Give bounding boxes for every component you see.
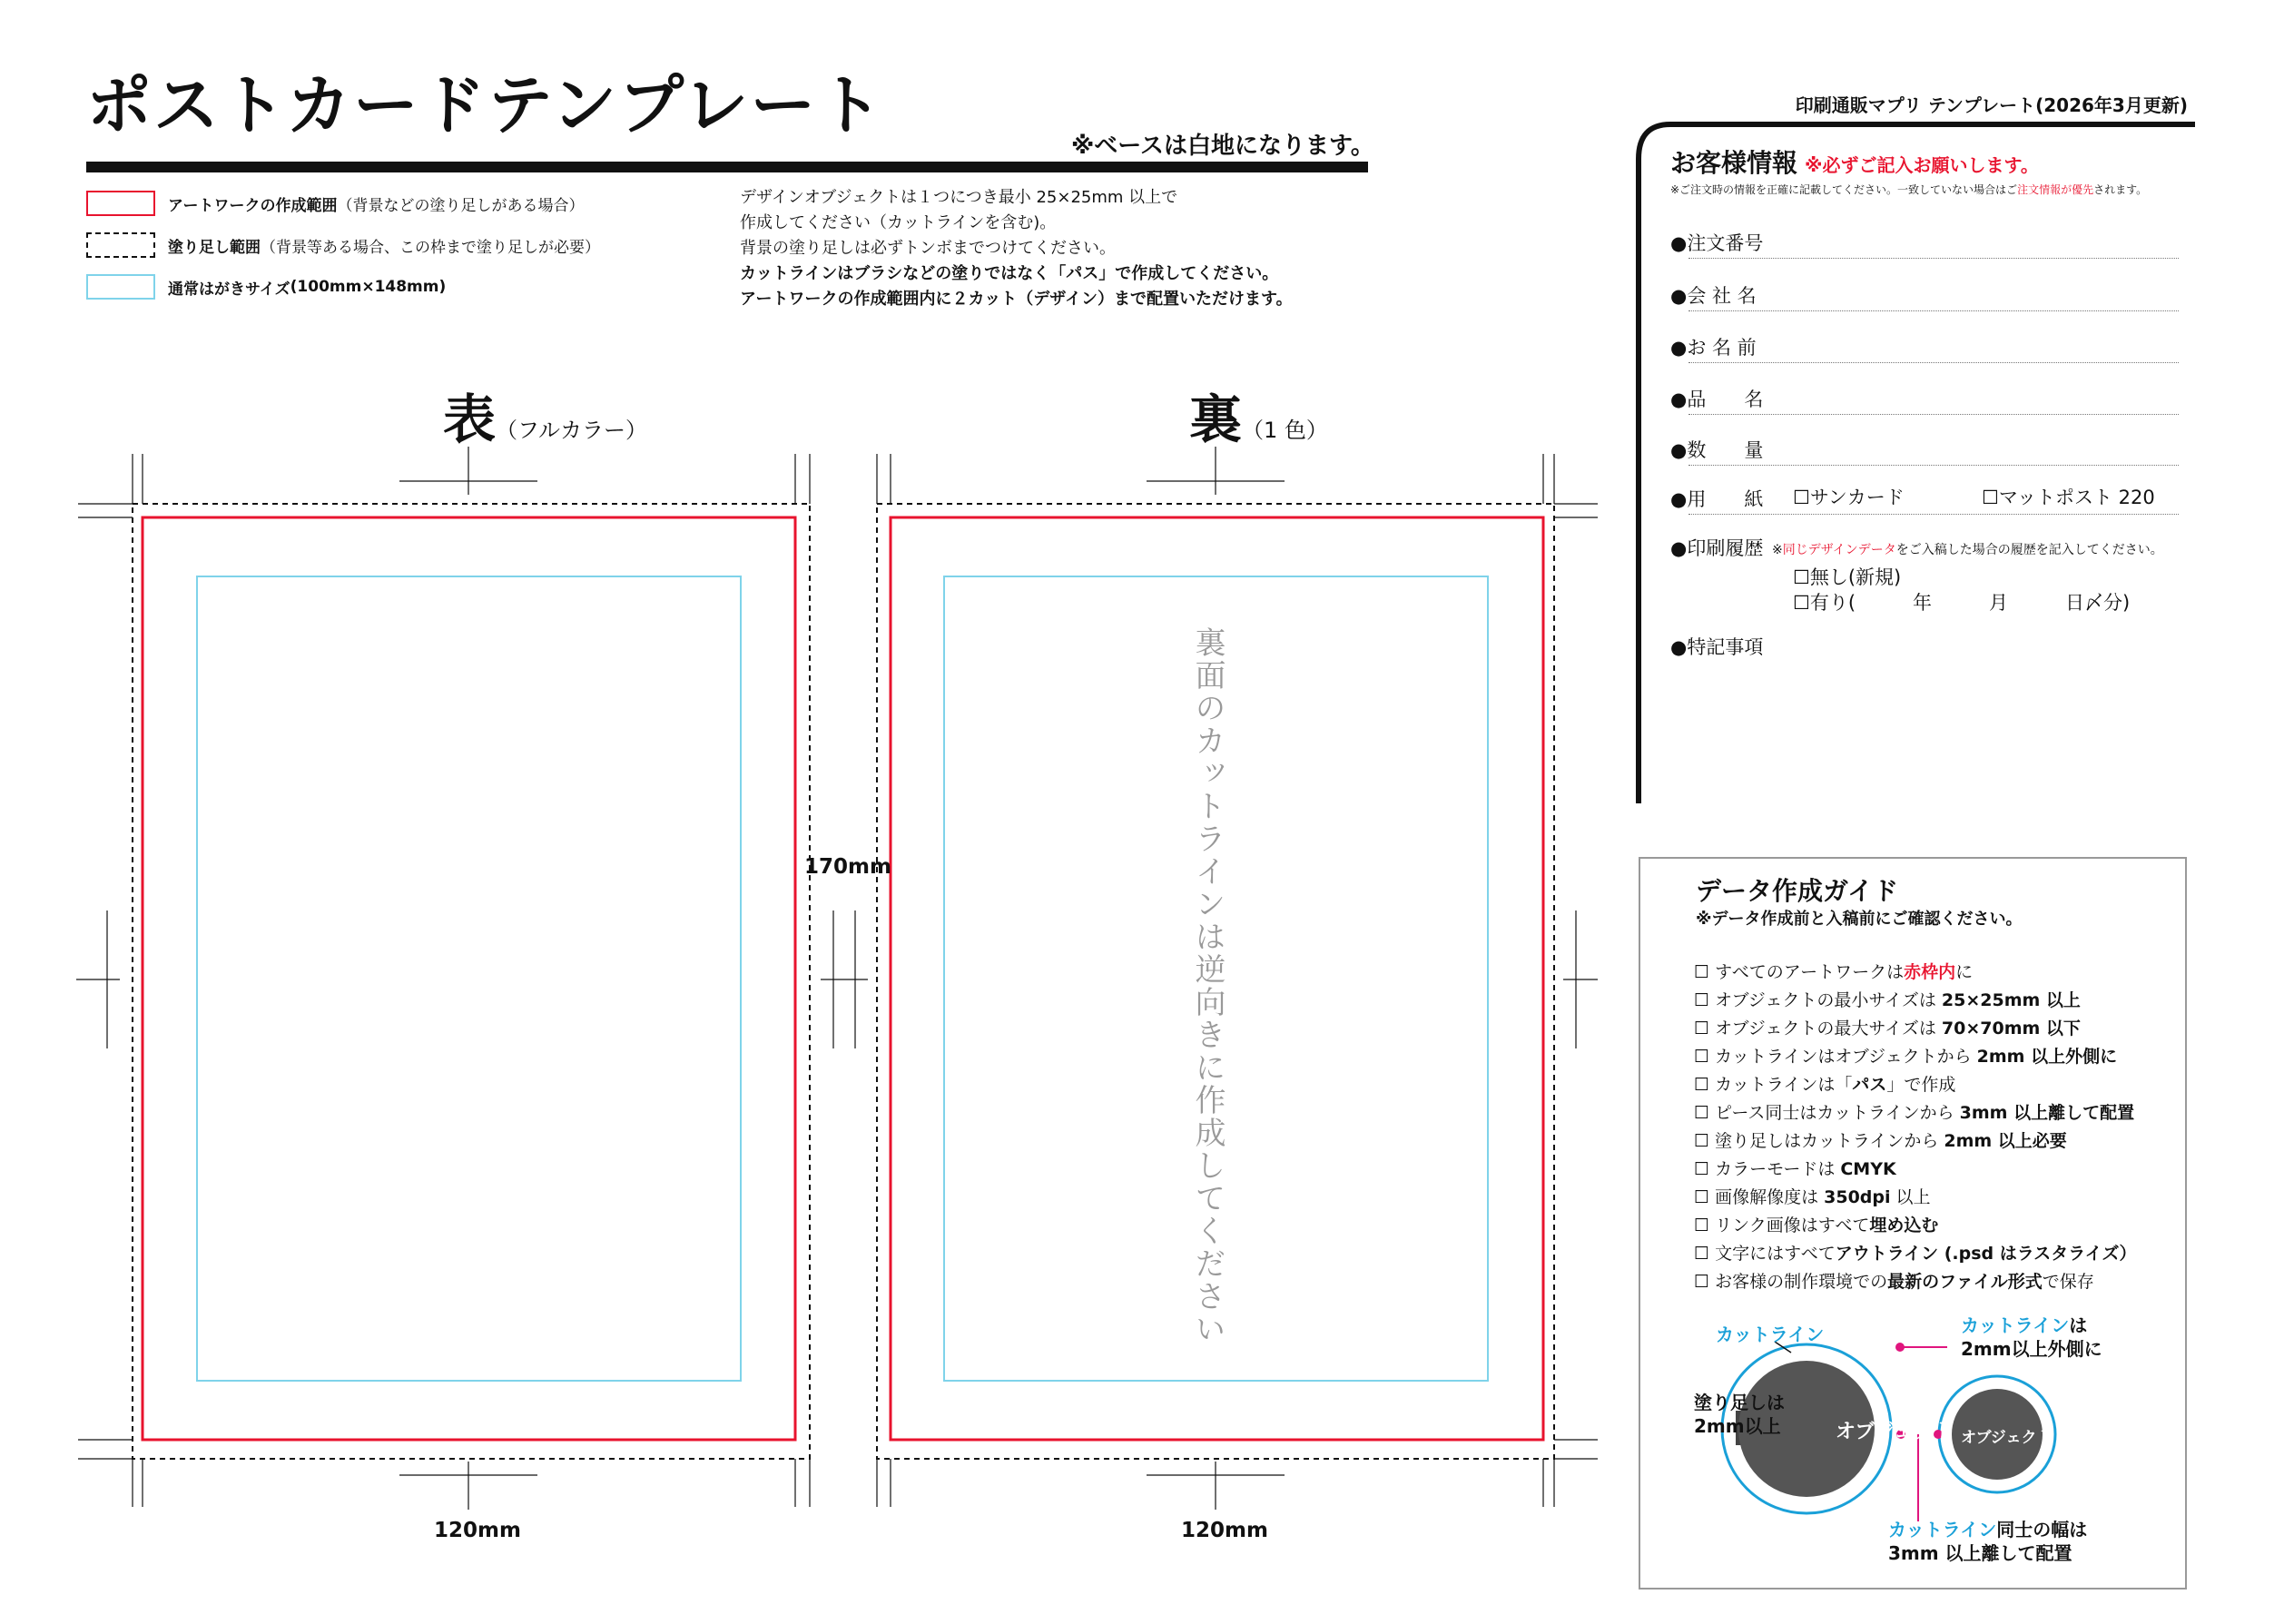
guide-item-emphasis: 350dpi <box>1824 1187 1891 1207</box>
customer-panel-frame <box>1629 118 2197 808</box>
guide-item-text: ☐ すべてのアートワークは <box>1694 962 1905 982</box>
data-guide-subtitle: ※データ作成前と入稿前にご確認ください。 <box>1696 910 2023 929</box>
guide-item-text: 以上 <box>1890 1187 1931 1207</box>
small-object-label: オブジェクト <box>1961 1429 2053 1447</box>
order-number-field: ●注文番号 <box>1670 232 1764 254</box>
front-bleed-line <box>133 504 810 1459</box>
subnote-highlight: 注文情報が優先 <box>2017 183 2094 196</box>
label-part: 2mm以上外側に <box>1961 1338 2102 1360</box>
legend-note: (100mm×148mm) <box>290 278 447 296</box>
product-name-line <box>1688 414 2179 415</box>
quantity-line <box>1688 465 2179 466</box>
guide-checklist-item <box>1694 1212 1938 1236</box>
customer-name-field: ●お 名 前 <box>1670 337 1757 359</box>
required-note: ※必ずご記入お願いします。 <box>1805 154 2039 176</box>
guide-item-text: ☐ オブジェクトの最小サイズは <box>1694 990 1942 1010</box>
back-cut-direction-note: 裏面のカットラインは逆向きに作成してください <box>1189 626 1226 1345</box>
paper-field: ●用 紙 <box>1670 488 1764 510</box>
guide-item-text: ☐ 画像解像度は <box>1694 1187 1825 1207</box>
guide-checklist-item <box>1694 1240 2136 1265</box>
legend-label: 通常はがきサイズ <box>168 280 290 299</box>
customer-name-line <box>1688 362 2179 363</box>
guide-checklist-item <box>1694 1015 2081 1039</box>
history-option-repeat[interactable]: ☐有り( 年 月 日〆分) <box>1793 592 2131 614</box>
company-name-line <box>1688 310 2179 311</box>
history-note-text: をご入稿した場合の履歴を記入してください。 <box>1895 543 2163 557</box>
label-part: は <box>2069 1314 2088 1336</box>
front-postcard-area <box>197 576 741 1381</box>
large-object-label: オブジェクト <box>1836 1421 1954 1443</box>
label-part: 塗り足しは <box>1694 1392 1785 1413</box>
paper-option-mattpost[interactable]: ☐マットポスト 220 <box>1982 487 2155 508</box>
guide-checklist-item <box>1694 1071 1955 1096</box>
customer-info-title: お客様情報 <box>1670 148 1798 178</box>
base-note: ※ベースは白地になります。 <box>1071 133 1374 160</box>
height-label: 170mm <box>804 855 891 879</box>
print-history-field: ●印刷履歴 <box>1670 537 1764 559</box>
guide-item-emphasis: 最新のファイル形式 <box>1887 1272 2043 1292</box>
legend-label: 塗り足し範囲 <box>168 238 261 257</box>
front-artwork-area <box>143 517 795 1440</box>
paper-option-suncard[interactable]: ☐サンカード <box>1793 487 1905 508</box>
back-width-label: 120mm <box>1181 1519 1268 1542</box>
crop-marks <box>76 447 1598 1510</box>
history-note-text: ※ <box>1772 543 1783 557</box>
page-title: ポストカードテンプレート <box>86 67 885 143</box>
special-notes-field: ●特記事項 <box>1670 636 1764 658</box>
cutline-label: カットライン <box>1716 1324 1825 1345</box>
guide-checklist-item <box>1694 1268 2094 1293</box>
legend-note: （背景等ある場合、この枠まで塗り足しが必要） <box>261 238 600 257</box>
guide-item-text: ☐ カットラインはオブジェクトから <box>1694 1047 1977 1067</box>
guide-item-text: ☐ ピース同士はカットラインから <box>1694 1103 1960 1123</box>
guide-item-text: ☐ 塗り足しはカットラインから <box>1694 1131 1944 1151</box>
customer-info-heading <box>1670 143 2039 180</box>
data-guide-title: データ作成ガイド <box>1696 876 1899 906</box>
paper-line <box>1688 514 2179 515</box>
template-version-label: 印刷通販マプリ テンプレート(2026年3月更新) <box>1795 94 2188 116</box>
guide-item-text: ☐ 文字にはすべて <box>1694 1244 1836 1264</box>
print-history-note <box>1772 540 2163 558</box>
subnote-text: されます。 <box>2093 183 2148 196</box>
legend-note: （背景などの塗り足しがある場合） <box>337 196 585 215</box>
label-part: 同士の幅は <box>1996 1519 2088 1540</box>
gap-label <box>1888 1518 2087 1565</box>
guide-item-emphasis: 3mm 以上離して配置 <box>1959 1103 2135 1123</box>
company-name-field: ●会 社 名 <box>1670 285 1757 307</box>
guide-item-emphasis: 埋め込む <box>1869 1216 1939 1235</box>
guide-item-emphasis: 25×25mm 以上 <box>1941 990 2081 1010</box>
instruction-line: アートワークの作成範囲内に２カット（デザイン）まで配置いただけます。 <box>740 290 1293 309</box>
instruction-line: カットラインはブラシなどの塗りではなく「パス」で作成してください。 <box>740 264 1279 283</box>
guide-item-text: ☐ オブジェクトの最大サイズは <box>1694 1019 1942 1038</box>
order-number-line <box>1688 258 2179 259</box>
guide-item-emphasis: 70×70mm 以下 <box>1941 1019 2081 1038</box>
instruction-line: 背景の塗り足しは必ずトンボまでつけてください。 <box>740 239 1116 258</box>
product-name-field: ●品 名 <box>1670 389 1764 410</box>
label-part: 2mm以上 <box>1694 1415 1781 1437</box>
guide-item-emphasis: 赤枠内 <box>1904 962 1956 982</box>
guide-item-text: ☐ お客様の制作環境での <box>1694 1272 1888 1292</box>
subnote-text: ※ご注文時の情報を正確に記載してください。一致していない場合はご <box>1670 183 2018 196</box>
guide-checklist-item <box>1694 1127 2067 1152</box>
bleed-label <box>1694 1391 1785 1438</box>
guide-item-text: で保存 <box>2042 1272 2094 1292</box>
guide-checklist-item <box>1694 959 1973 983</box>
guide-item-emphasis: CMYK <box>1840 1159 1896 1179</box>
front-side <box>133 504 810 1459</box>
guide-checklist-item <box>1694 1156 1896 1180</box>
legend-label: アートワークの作成範囲 <box>168 196 338 215</box>
label-part: カットライン <box>1888 1519 1997 1540</box>
back-title: 裏 <box>1189 389 1243 450</box>
front-width-label: 120mm <box>434 1519 521 1542</box>
guide-item-text: ☐ リンク画像はすべて <box>1694 1216 1870 1235</box>
label-part: カットライン <box>1961 1314 2070 1336</box>
history-note-highlight: 同じデザインデータ <box>1782 543 1896 557</box>
front-title: 表 <box>443 389 497 450</box>
label-part: 3mm 以上離して配置 <box>1888 1542 2072 1564</box>
guide-checklist-item <box>1694 1184 1931 1208</box>
guide-item-text: ☐ カットラインは「 <box>1694 1075 1853 1095</box>
guide-item-emphasis: パス <box>1852 1075 1887 1095</box>
history-option-new[interactable]: ☐無し(新規) <box>1793 566 1902 588</box>
guide-item-text: ☐ カラーモードは <box>1694 1159 1841 1179</box>
guide-item-emphasis: アウトライン (.psd はラスタライズ） <box>1835 1244 2137 1264</box>
guide-item-text: に <box>1955 962 1974 982</box>
guide-checklist-item <box>1694 1099 2134 1124</box>
guide-item-text: 」で作成 <box>1886 1075 1956 1095</box>
customer-info-subnote <box>1670 182 2147 197</box>
back-subtitle: （1 色） <box>1242 418 1328 443</box>
guide-checklist-item <box>1694 1043 2117 1068</box>
front-subtitle: （フルカラー） <box>496 418 648 443</box>
guide-item-emphasis: 2mm 以上必要 <box>1944 1131 2067 1151</box>
guide-checklist-item <box>1694 987 2081 1011</box>
instruction-line: 作成してください（カットラインを含む)。 <box>740 213 1057 232</box>
instruction-line: デザインオブジェクトは１つにつき最小 25×25mm 以上で <box>740 188 1178 207</box>
quantity-field: ●数 量 <box>1670 439 1764 461</box>
guide-item-emphasis: 2mm 以上外側に <box>1976 1047 2118 1067</box>
cutline-outside-label <box>1961 1314 2102 1361</box>
